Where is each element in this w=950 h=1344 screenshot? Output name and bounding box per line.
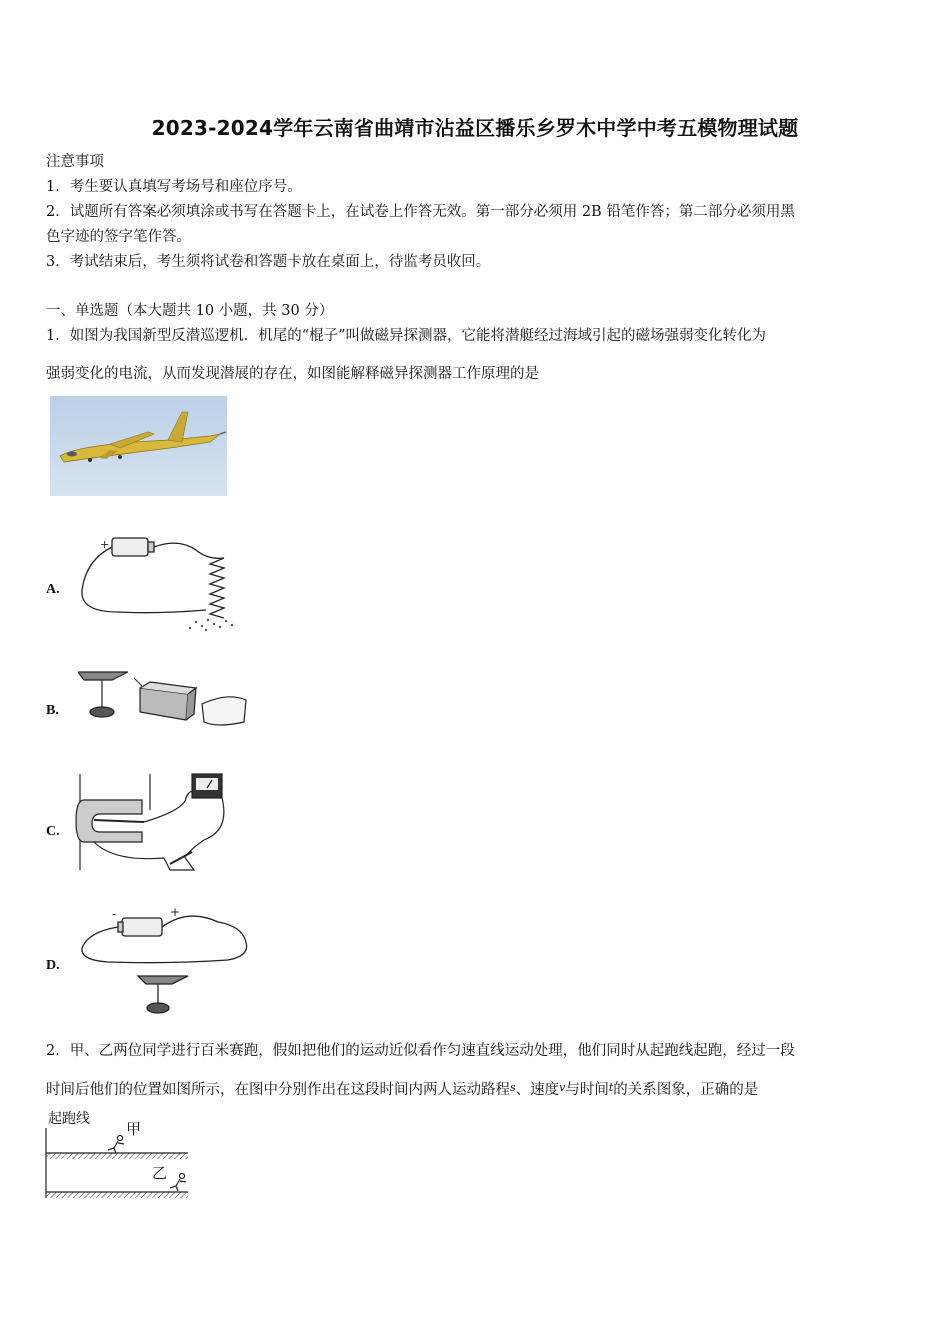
- option-d-figure: [78, 902, 250, 1016]
- section-heading: 一、单选题（本大题共 10 小题，共 30 分）: [46, 303, 334, 319]
- q2-text-line2-b: 的关系图象，正确的是: [613, 1082, 759, 1098]
- symbol-t: t: [608, 1081, 614, 1094]
- notice-item-2: 2．试题所有答案必须填涂或书写在答题卡上，在试卷上作答无效。第一部分必须用 2B 铅笔作答；第二部分必须用黑: [46, 204, 795, 220]
- q2-text-line1: 2．甲、乙两位同学进行百米赛跑，假如把他们的运动近似看作匀速直线运动处理，他们同时从起跑线起跑，经过一段: [46, 1043, 795, 1059]
- notice-item-1: 1．考生要认真填写考场号和座位序号。: [46, 179, 302, 195]
- notice-heading: 注意事项: [46, 154, 104, 170]
- option-a-figure: [78, 530, 240, 635]
- option-a-label: A.: [46, 582, 60, 597]
- svg-text:+: +: [170, 905, 181, 919]
- notice-item-2-cont: 色字迹的签字笔作答。: [46, 229, 191, 245]
- option-d-label: D.: [46, 958, 60, 973]
- option-c-figure: [74, 770, 250, 876]
- page-title: 2023-2024学年云南省曲靖市沾益区播乐乡罗木中学中考五模物理试题: [151, 116, 799, 140]
- q2-text-sep1: 、速度: [515, 1082, 560, 1098]
- symbol-v: v: [559, 1081, 566, 1094]
- start-line-label: 起跑线: [48, 1111, 90, 1127]
- runner-yi-label: 乙: [152, 1164, 168, 1182]
- option-c-label: C.: [46, 824, 60, 839]
- patrol-plane-image: [50, 396, 227, 496]
- q2-text-sep2: 与时间: [565, 1082, 609, 1098]
- q1-text-line2: 强弱变化的电流，从而发现潜展的存在，如图能解释磁异探测器工作原理的是: [46, 366, 539, 382]
- race-track-figure: [44, 1108, 194, 1202]
- svg-text:+: +: [100, 538, 110, 551]
- notice-item-3: 3．考试结束后，考生须将试卷和答题卡放在桌面上，待监考员收回。: [46, 254, 491, 270]
- q1-text-line1: 1．如图为我国新型反潜巡逻机．机尾的“棍子”叫做磁异探测器，它能将潜艇经过海域引起的磁场强弱变化转化为: [46, 328, 767, 344]
- option-b-figure: [78, 664, 248, 736]
- runner-jia-label: 甲: [126, 1120, 142, 1138]
- q2-text-line2: [46, 1078, 758, 1100]
- option-b-label: B.: [46, 703, 59, 718]
- q2-text-line2-a: 时间后他们的位置如图所示，在图中分别作出在这段时间内两人运动路程: [46, 1082, 510, 1098]
- symbol-s: s: [510, 1081, 516, 1094]
- svg-text:-: -: [112, 907, 117, 921]
